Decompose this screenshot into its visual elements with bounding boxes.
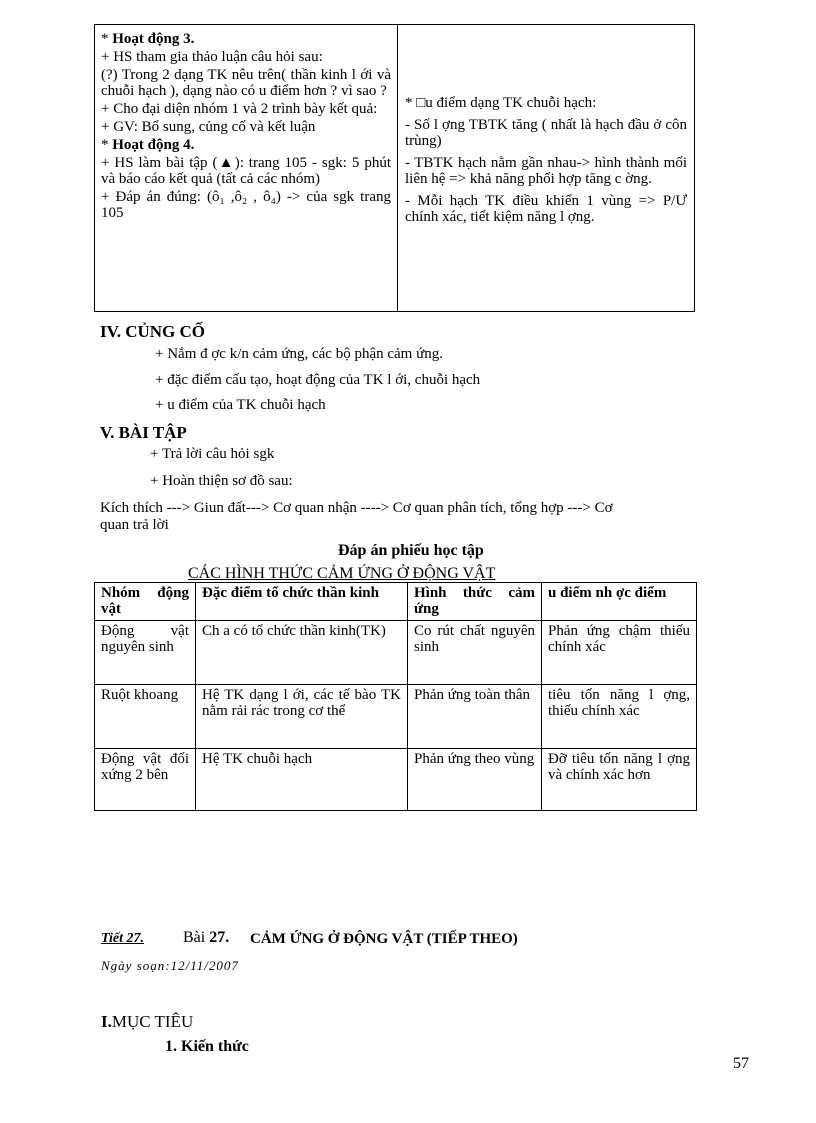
activity-left-cell	[101, 31, 391, 223]
activity-line: + HS tham gia thảo luận câu hỏi sau:	[101, 49, 323, 65]
table-cell: Co rút chất nguyên sinh	[408, 621, 542, 685]
table-row	[95, 621, 697, 685]
lesson-number: Tiết 27.	[101, 931, 145, 946]
advantage-line: - Số l ợng TBTK tăng ( nhất là hạch đầu ở côn trùng)	[405, 117, 687, 149]
table-cell: Hệ TK chuỗi hạch	[196, 749, 408, 811]
table-cell: Động vật đối xứng 2 bên	[95, 749, 196, 811]
page-number: 57	[733, 1055, 749, 1072]
lesson-bai-label: Bài 27.	[183, 929, 230, 946]
table-header-cell: u điểm nh ợc điểm	[542, 583, 697, 621]
advantage-line: - TBTK hạch nằm gần nhau-> hình thành mối liên hệ => khả năng phối hợp tăng c ờng.	[405, 155, 687, 187]
section-4-title: IV. CỦNG CỐ	[100, 322, 206, 341]
column-divider	[397, 25, 398, 311]
table-cell: Hệ TK dạng l ới, các tế bào TK nằm rải rác trong cơ thể	[196, 685, 408, 749]
diagram-line: quan trả lời	[100, 517, 169, 533]
activity-line: + Cho đại diện nhóm 1 và 2 trình bày kết quả:	[101, 101, 378, 117]
section-4-item: + Nắm đ ợc k/n cảm ứng, các bộ phận cảm ứng.	[155, 346, 443, 362]
section-5-title: V. BÀI TẬP	[100, 423, 187, 442]
table-cell: Ch a có tổ chức thần kinh(TK)	[196, 621, 408, 685]
section-4-item: + u điểm của TK chuỗi hạch	[155, 397, 326, 413]
activity-table	[94, 24, 695, 312]
table-row	[95, 749, 697, 811]
table-header-cell: Đặc điểm tổ chức thần kinh	[196, 583, 408, 621]
answer-subtitle: CÁC HÌNH THỨC CẢM ỨNG Ở ĐỘNG VẬT	[188, 565, 496, 582]
section-4-item: + đặc điểm cấu tạo, hoạt động của TK l ới, chuỗi hạch	[155, 372, 481, 388]
objective-sub: 1. Kiến thức	[165, 1038, 249, 1055]
diagram-line: Kích thích ---> Giun đất---> Cơ quan nhận ----> Cơ quan phân tích, tổng hợp ---> Cơ	[100, 500, 613, 516]
table-cell: Phản ứng chậm thiếu chính xác	[542, 621, 697, 685]
table-header-cell: Nhóm động vật	[95, 583, 196, 621]
table-cell: Đỡ tiêu tốn năng l ợng và chính xác hơn	[542, 749, 697, 811]
answer-title: Đáp án phiếu học tập	[338, 542, 484, 559]
table-cell: Động vật nguyên sinh	[95, 621, 196, 685]
activity-4-heading: * Hoạt động 4.	[101, 137, 195, 153]
advantage-line: - Mỗi hạch TK điều khiển 1 vùng => P/Ư chính xác, tiết kiệm năng l ợng.	[405, 193, 687, 225]
answer-table	[94, 582, 697, 811]
table-cell: Phản ứng toàn thân	[408, 685, 542, 749]
activity-line: + GV: Bổ sung, củng cố và kết luận	[101, 119, 316, 135]
objective-heading: I.MỤC TIÊU	[101, 1012, 194, 1031]
table-header-row	[95, 583, 697, 621]
section-5-item: + Trả lời câu hỏi sgk	[150, 446, 275, 462]
activity-3-heading: * Hoạt động 3.	[101, 31, 195, 47]
table-header-cell: Hình thức cảm ứng	[408, 583, 542, 621]
table-cell: Phản ứng theo vùng	[408, 749, 542, 811]
lesson-date: Ngày soạn:12/11/2007	[101, 958, 239, 973]
section-5-item: + Hoàn thiện sơ đồ sau:	[150, 473, 293, 489]
activity-line: + Đáp án đúng: (ô₁ ,ô₂ , ô₄) -> của sgk trang 105	[101, 189, 391, 221]
advantage-right-cell	[405, 95, 687, 231]
lesson-title: CẢM ỨNG Ở ĐỘNG VẬT (TIẾP THEO)	[250, 931, 518, 947]
activity-line: (?) Trong 2 dạng TK nêu trên( thần kinh l ới và chuỗi hạch ), dạng nào có u điểm hơn ? vì sao ?	[101, 67, 391, 99]
table-row	[95, 685, 697, 749]
advantage-heading: * □u điểm dạng TK chuỗi hạch:	[405, 95, 597, 111]
activity-line: + HS làm bài tập (▲): trang 105 - sgk: 5 phút và báo cáo kết quả (tất cả các nhóm)	[101, 155, 391, 187]
table-cell: Ruột khoang	[95, 685, 196, 749]
table-cell: tiêu tốn năng l ợng, thiếu chính xác	[542, 685, 697, 749]
